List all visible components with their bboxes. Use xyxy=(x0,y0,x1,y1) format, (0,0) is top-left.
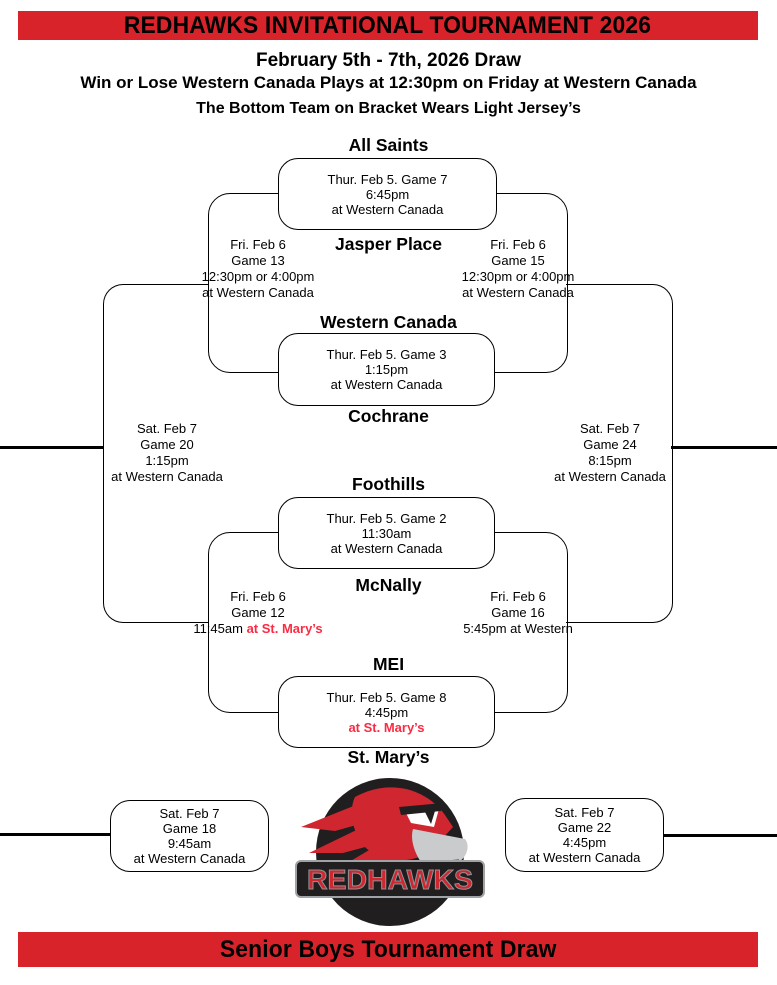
game-box-22 xyxy=(505,798,664,872)
game18-line2: Game 18 xyxy=(162,821,217,836)
game12-line2: Game 12 xyxy=(231,605,285,620)
title-banner xyxy=(18,11,758,40)
game8-line1: Thur. Feb 5. Game 8 xyxy=(326,689,447,705)
game-label-20 xyxy=(77,421,257,485)
game20-line4: at Western Canada xyxy=(111,469,223,484)
game24-line2: Game 24 xyxy=(583,437,637,452)
game15-line2: Game 15 xyxy=(491,253,545,268)
game8-line2: 4:45pm xyxy=(364,704,409,720)
game7-line3: at Western Canada xyxy=(331,201,444,217)
game-box-8 xyxy=(278,676,495,748)
game16-line3: 5:45pm at Western xyxy=(463,621,573,636)
game22-line4: at Western Canada xyxy=(528,850,641,865)
redhawks-logo xyxy=(293,771,488,939)
game18-line3: 9:45am xyxy=(167,836,212,851)
team-cochrane: Cochrane xyxy=(348,406,429,426)
team-mcnally: McNally xyxy=(355,575,422,595)
bracket-consolation-line-right xyxy=(660,834,777,837)
game-box-7 xyxy=(278,158,497,230)
team-foothills: Foothills xyxy=(352,474,425,494)
title-banner-text: REDHAWKS INVITATIONAL TOURNAMENT 2026 xyxy=(124,11,652,39)
bracket-consolation-line-left xyxy=(0,833,112,836)
game13-line4: at Western Canada xyxy=(202,285,314,300)
game12-line1: Fri. Feb 6 xyxy=(230,589,286,604)
game18-line1: Sat. Feb 7 xyxy=(159,806,220,821)
game8-venue-red: at St. Mary’s xyxy=(348,719,425,735)
game20-line1: Sat. Feb 7 xyxy=(137,421,197,436)
footer-banner-text: Senior Boys Tournament Draw xyxy=(219,935,557,963)
game3-line2: 1:15pm xyxy=(364,362,409,377)
game22-line2: Game 22 xyxy=(557,820,612,835)
game3-line3: at Western Canada xyxy=(330,377,443,392)
game3-line1: Thur. Feb 5. Game 3 xyxy=(326,347,447,362)
game7-line2: 6:45pm xyxy=(365,186,410,202)
game13-line1: Fri. Feb 6 xyxy=(230,237,286,252)
game22-line1: Sat. Feb 7 xyxy=(554,805,615,820)
game-label-12 xyxy=(168,589,348,637)
team-jasper-place: Jasper Place xyxy=(334,234,443,254)
game12-line3 xyxy=(168,621,348,637)
game24-line4: at Western Canada xyxy=(554,469,666,484)
game-label-24 xyxy=(520,421,700,485)
game24-line3: 8:15pm xyxy=(588,453,632,468)
game22-line3: 4:45pm xyxy=(562,835,607,850)
game-label-15 xyxy=(428,237,608,301)
game15-line3: 12:30pm or 4:00pm xyxy=(461,269,575,284)
game2-line1: Thur. Feb 5. Game 2 xyxy=(326,510,447,526)
game-box-18 xyxy=(110,800,269,872)
western-canada-note: Win or Lose Western Canada Plays at 12:30pm on Friday at Western Canada xyxy=(80,73,697,92)
game18-line4: at Western Canada xyxy=(133,851,246,866)
jersey-note: The Bottom Team on Bracket Wears Light Jersey’s xyxy=(196,100,581,117)
draw-dates-subtitle: February 5th - 7th, 2026 Draw xyxy=(255,50,522,71)
game16-line2: Game 16 xyxy=(491,605,545,620)
game13-line3: 12:30pm or 4:00pm xyxy=(201,269,315,284)
team-st-marys: St. Mary’s xyxy=(347,747,430,767)
game12-venue-red: at St. Mary’s xyxy=(246,621,323,636)
team-mei: MEI xyxy=(372,654,405,674)
game-label-13 xyxy=(168,237,348,301)
game24-line1: Sat. Feb 7 xyxy=(580,421,640,436)
game-label-16 xyxy=(428,589,608,637)
team-western-canada: Western Canada xyxy=(320,312,457,332)
game20-line2: Game 20 xyxy=(140,437,194,452)
game16-line1: Fri. Feb 6 xyxy=(490,589,546,604)
logo-wordmark: REDHAWKS xyxy=(307,864,473,895)
game15-line4: at Western Canada xyxy=(462,285,574,300)
game7-line1: Thur. Feb 5. Game 7 xyxy=(327,171,448,187)
game20-line3: 1:15pm xyxy=(145,453,189,468)
game-box-2 xyxy=(278,497,495,569)
game-box-3 xyxy=(278,333,495,406)
game2-line2: 11:30am xyxy=(361,525,412,541)
game15-line1: Fri. Feb 6 xyxy=(490,237,546,252)
game2-line3: at Western Canada xyxy=(330,540,443,556)
game12-time: 11:45am xyxy=(193,621,247,636)
game13-line2: Game 13 xyxy=(231,253,285,268)
team-all-saints: All Saints xyxy=(348,135,429,155)
